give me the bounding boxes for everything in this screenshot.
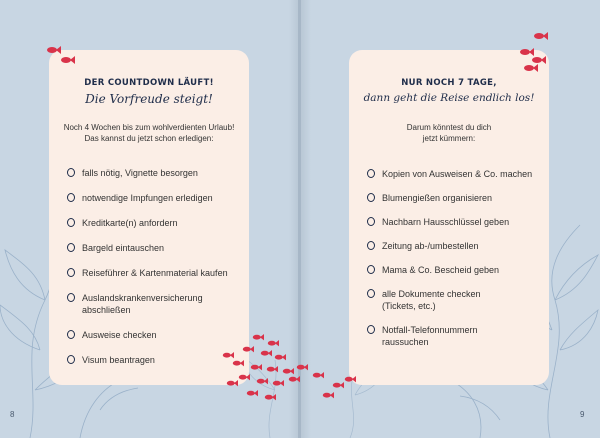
checklist-item[interactable] <box>67 167 241 179</box>
checklist-item[interactable] <box>67 217 241 229</box>
checkbox-circle-icon[interactable] <box>367 217 375 226</box>
checkbox-circle-icon[interactable] <box>367 193 375 202</box>
fish-icon <box>267 366 278 372</box>
checklist-item-label: Zeitung ab-/umbestellen <box>382 241 479 251</box>
fish-school-top-right <box>515 28 555 76</box>
checklist-item[interactable] <box>367 168 541 180</box>
checklist-item-label: Bargeld eintauschen <box>82 243 165 253</box>
checklist-item-label: Ausweise checken <box>82 330 157 340</box>
checklist-item[interactable] <box>367 288 541 312</box>
fish-icon <box>289 376 300 382</box>
fish-icon <box>61 56 75 64</box>
fish-icon <box>265 394 276 400</box>
checklist-item-label: falls nötig, Vignette besorgen <box>82 168 198 178</box>
checkbox-circle-icon[interactable] <box>67 218 75 227</box>
checklist-item[interactable] <box>367 216 541 228</box>
intro-line: Darum könntest du dich <box>406 123 492 132</box>
checkbox-circle-icon[interactable] <box>367 169 375 178</box>
checkbox-circle-icon[interactable] <box>67 293 75 302</box>
checklist-item[interactable] <box>67 292 241 316</box>
seven-days-card <box>349 50 549 385</box>
checklist-item-label: Visum beantragen <box>82 355 155 365</box>
checkbox-circle-icon[interactable] <box>367 241 375 250</box>
checklist-item-label: notwendige Impfungen erledigen <box>82 193 213 203</box>
checkbox-circle-icon[interactable] <box>367 289 375 298</box>
fish-icon <box>345 376 356 382</box>
card-subtitle: dann geht die Reise endlich los! <box>363 92 535 104</box>
card-title: DER COUNTDOWN LÄUFT! <box>84 78 214 88</box>
checklist-item-label: Kreditkarte(n) anfordern <box>82 218 178 228</box>
fish-icon <box>283 368 294 374</box>
fish-icon <box>223 352 234 358</box>
checkbox-circle-icon[interactable] <box>67 268 75 277</box>
fish-icon <box>257 378 268 384</box>
page-number-left: 8 <box>10 410 15 419</box>
fish-icon <box>239 374 250 380</box>
fish-icon <box>275 354 286 360</box>
fish-icon <box>247 390 258 396</box>
checklist-item[interactable] <box>367 264 541 276</box>
intro-line: Das kannst du jetzt schon erledigen: <box>84 134 214 143</box>
fish-school-top-left <box>44 44 84 68</box>
card-intro <box>57 122 241 144</box>
checkbox-circle-icon[interactable] <box>367 325 375 334</box>
checklist-item-label: Blumengießen organisieren <box>382 193 493 203</box>
checkbox-circle-icon[interactable] <box>67 243 75 252</box>
card-title: NUR NOCH 7 TAGE, <box>401 78 497 88</box>
checkbox-circle-icon[interactable] <box>67 193 75 202</box>
fish-icon <box>268 340 279 346</box>
checkbox-circle-icon[interactable] <box>67 330 75 339</box>
checklist-item[interactable] <box>67 267 241 279</box>
checklist-item[interactable] <box>67 192 241 204</box>
checkbox-circle-icon[interactable] <box>67 355 75 364</box>
fish-icon <box>273 380 284 386</box>
checkbox-circle-icon[interactable] <box>367 265 375 274</box>
checklist-item-label: Reiseführer & Kartenmaterial kaufen <box>82 268 228 278</box>
page-number-right: 9 <box>580 410 585 419</box>
fish-icon <box>532 56 546 64</box>
checklist-item-label: Kopien von Ausweisen & Co. machen <box>382 169 533 179</box>
checklist-item[interactable] <box>367 192 541 204</box>
card-subtitle: Die Vorfreude steigt! <box>85 92 213 106</box>
checkbox-circle-icon[interactable] <box>67 168 75 177</box>
checklist-item-label: Notfall-Telefonnummern raussuchen <box>382 325 478 347</box>
fish-icon <box>261 350 272 356</box>
fish-icon <box>47 46 61 54</box>
fish-icon <box>524 64 538 72</box>
card-intro <box>357 122 541 144</box>
fish-icon <box>297 364 308 370</box>
checklist-item-label: Auslandskrankenversicherung abschließen <box>82 293 203 315</box>
fish-icon <box>243 346 254 352</box>
fish-icon <box>333 382 344 388</box>
fish-icon <box>313 372 324 378</box>
fish-icon <box>323 392 334 398</box>
checklist-item[interactable] <box>367 324 541 348</box>
fish-icon <box>251 364 262 370</box>
checklist-item[interactable] <box>67 242 241 254</box>
checklist <box>367 168 541 348</box>
fish-icon <box>253 334 264 340</box>
fish-icon <box>520 48 534 56</box>
checklist-item-label: alle Dokumente checken (Tickets, etc.) <box>382 289 481 311</box>
fish-school-center <box>212 330 362 410</box>
intro-line: jetzt kümmern: <box>422 134 476 143</box>
fish-icon <box>233 360 244 366</box>
checklist-item[interactable] <box>367 240 541 252</box>
checklist-item-label: Mama & Co. Bescheid geben <box>382 265 500 275</box>
intro-line: Noch 4 Wochen bis zum wohlverdienten Urlaub! <box>63 123 235 132</box>
fish-icon <box>534 32 548 40</box>
fish-icon <box>227 380 238 386</box>
checklist-item-label: Nachbarn Hausschlüssel geben <box>382 217 510 227</box>
